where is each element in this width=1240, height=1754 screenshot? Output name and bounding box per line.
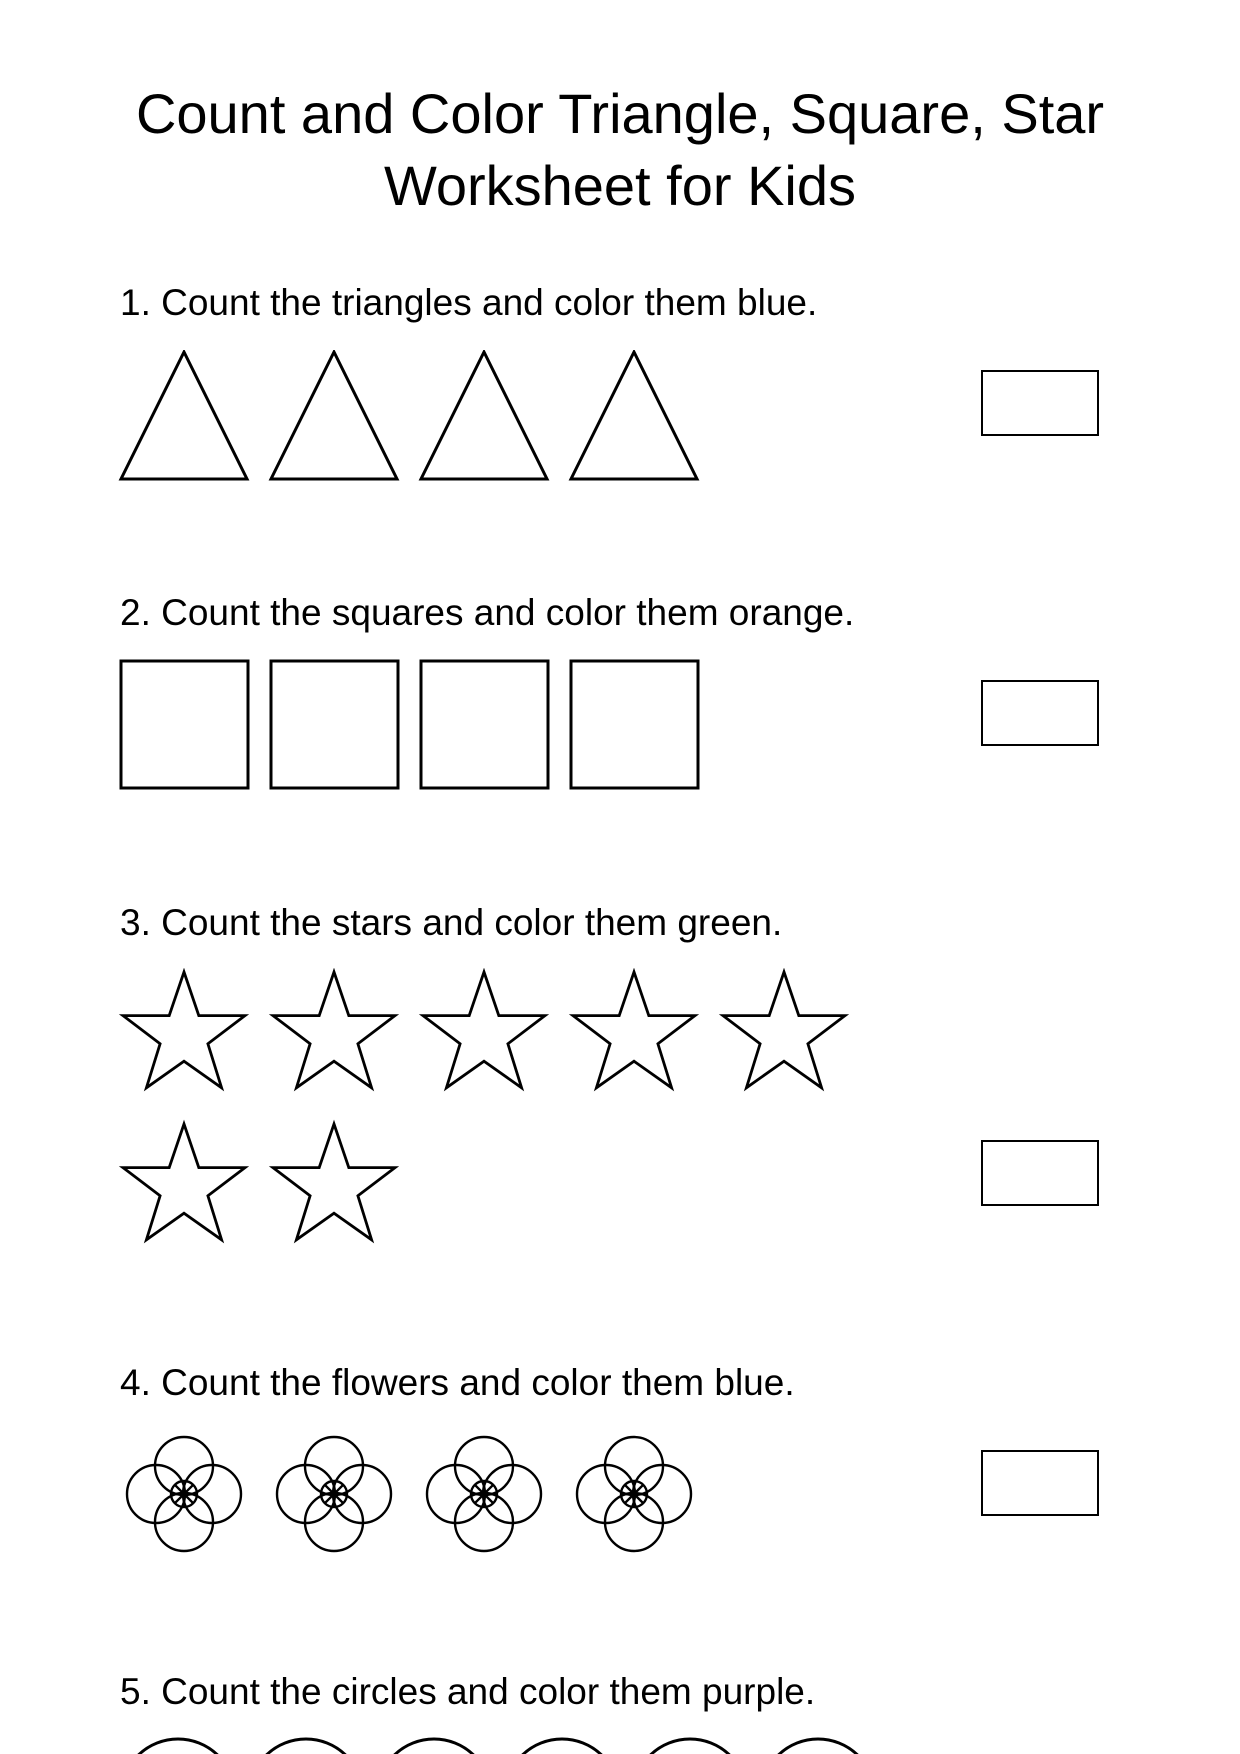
question-5-text: 5. Count the circles and color them purple. [120, 1671, 816, 1712]
circle-shape [377, 1739, 491, 1754]
question-2-text: 2. Count the squares and color them orange. [120, 592, 855, 633]
circle-shape [505, 1739, 619, 1754]
flower-row [118, 1428, 708, 1560]
circle-shape [761, 1739, 875, 1754]
star-shape [573, 972, 695, 1088]
star-shape [423, 972, 545, 1088]
title-line-2: Worksheet for Kids [383, 154, 857, 217]
star-shape [273, 1124, 395, 1240]
page-title [0, 78, 1240, 222]
flower-shape [427, 1437, 541, 1551]
triangle-row [118, 350, 708, 482]
star-shape [123, 1124, 245, 1240]
star-shape [723, 972, 845, 1088]
circle-shape [633, 1739, 747, 1754]
title-line-1: Count and Color Triangle, Square, Star [135, 82, 1105, 145]
question-3-text: 3. Count the stars and color them green. [120, 902, 783, 943]
star-shape [123, 972, 245, 1088]
square-shape [271, 661, 398, 788]
star-group [118, 968, 858, 1254]
circle-shape [249, 1739, 363, 1754]
flower-shape [577, 1437, 691, 1551]
answer-box-1[interactable] [981, 370, 1099, 436]
question-4-text: 4. Count the flowers and color them blue. [120, 1362, 795, 1403]
flower-shape [127, 1437, 241, 1551]
triangle-shape [421, 352, 547, 479]
answer-box-3[interactable] [981, 1140, 1099, 1206]
circle-shape [121, 1739, 235, 1754]
circle-row [118, 1736, 878, 1754]
square-row [118, 658, 708, 792]
answer-box-4[interactable] [981, 1450, 1099, 1516]
flower-shape [277, 1437, 391, 1551]
square-shape [121, 661, 248, 788]
star-shape [273, 972, 395, 1088]
square-shape [421, 661, 548, 788]
triangle-shape [121, 352, 247, 479]
answer-box-2[interactable] [981, 680, 1099, 746]
square-shape [571, 661, 698, 788]
triangle-shape [571, 352, 697, 479]
question-1-text: 1. Count the triangles and color them blue. [120, 282, 818, 323]
triangle-shape [271, 352, 397, 479]
